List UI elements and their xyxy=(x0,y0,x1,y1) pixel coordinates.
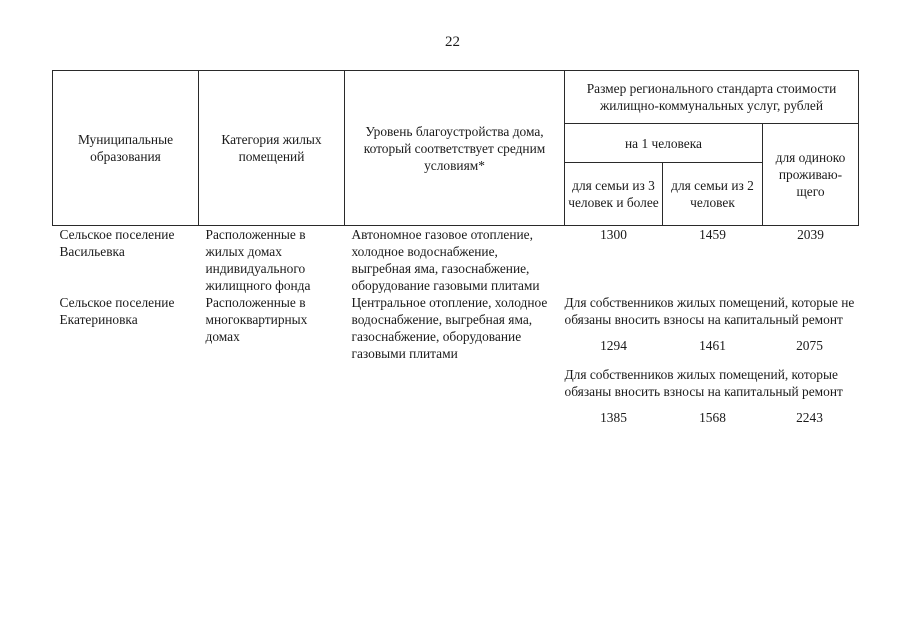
category-cell: Расположенные в жилых домах индивидуального жилищного фонда xyxy=(205,227,311,293)
group-values xyxy=(565,337,859,354)
value-family-2: 1459 xyxy=(699,227,726,242)
value-family-2: 1461 xyxy=(699,338,726,353)
value-family-3plus: 1300 xyxy=(600,227,627,242)
amenity-level-cell: Центральное отопление, холодное водоснабжение, выгребная яма, газоснабжение, оборудование газовыми плитами xyxy=(351,295,548,361)
table-row xyxy=(53,226,859,295)
page-number: 22 xyxy=(445,34,460,50)
header-amenity-level: Уровень благоустройства дома, который соответствует средним условиям* xyxy=(345,71,565,226)
header-standard-size: Размер регионального стандарта стоимости жилищно-коммунальных услуг, рублей xyxy=(565,71,859,124)
header-family-3plus: для семьи из 3 человек и более xyxy=(565,163,663,226)
housing-cost-standard-table xyxy=(52,70,859,426)
header-category: Категория жилых помещений xyxy=(199,71,345,226)
table-row xyxy=(53,294,859,426)
group-note: Для собственников жилых помещений, которые не обязаны вносить взносы на капитальный ремонт xyxy=(564,295,855,327)
value-family-2: 1568 xyxy=(699,410,726,425)
category-cell: Расположенные в многоквартирных домах xyxy=(205,295,308,344)
group-note: Для собственников жилых помещений, которые обязаны вносить взносы на капитальный ремонт xyxy=(564,367,843,399)
header-per-person: на 1 человека xyxy=(565,124,763,163)
owner-groups-cell xyxy=(565,294,859,426)
municipality-cell: Сельское поселение Екатериновка xyxy=(59,295,175,327)
value-single: 2039 xyxy=(797,227,824,242)
amenity-level-cell: Автономное газовое отопление, холодное водоснабжение, выгребная яма, газоснабжение, оборудование газовыми плитами xyxy=(351,227,540,293)
header-municipality: Муниципальные образования xyxy=(53,71,199,226)
value-family-3plus: 1385 xyxy=(600,410,627,425)
header-single: для одиноко проживаю-щего xyxy=(763,124,859,226)
value-single: 2075 xyxy=(796,338,823,353)
header-family-2: для семьи из 2 человек xyxy=(663,163,763,226)
municipality-cell: Сельское поселение Васильевка xyxy=(59,227,175,259)
group-values xyxy=(565,409,859,426)
value-family-3plus: 1294 xyxy=(600,338,627,353)
value-single: 2243 xyxy=(796,410,823,425)
